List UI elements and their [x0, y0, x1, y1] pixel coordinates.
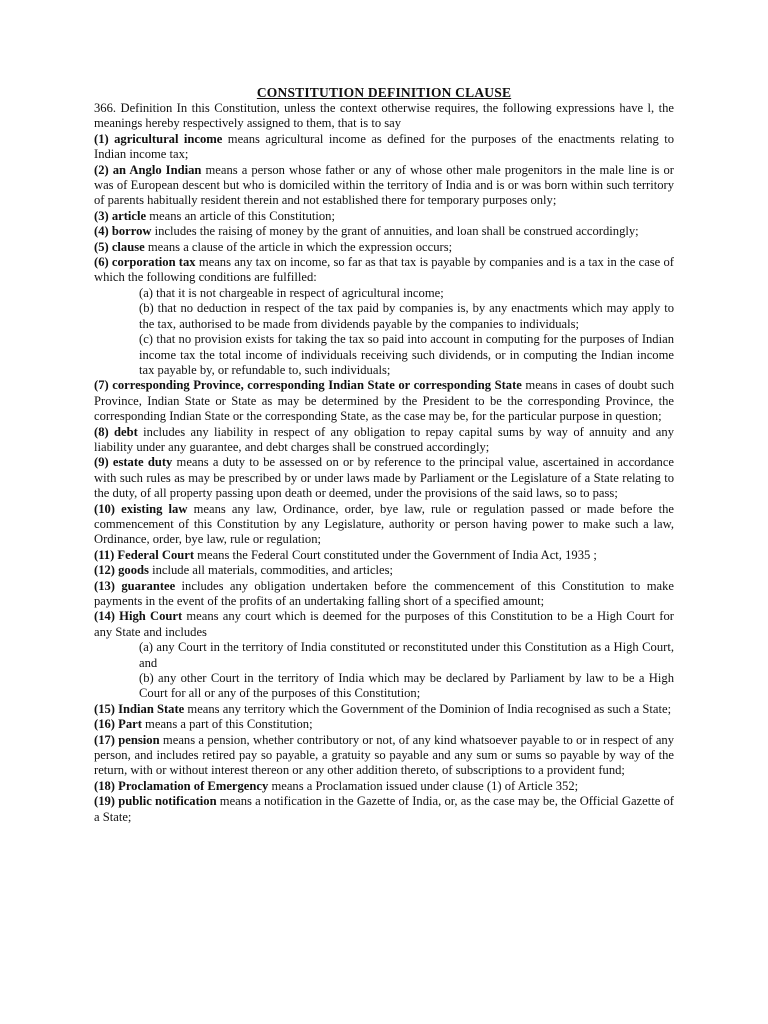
- definition-text: means agricultural income as defined for the purposes of the enactments relating to Indian income tax;: [94, 131, 675, 162]
- definition-term: (2) an Anglo Indian: [94, 162, 202, 177]
- definition-text: means a clause of the article in which the expression occurs;: [144, 239, 453, 254]
- definition-term: (15) Indian State: [94, 701, 185, 716]
- definition-item: [94, 609, 674, 640]
- definition-item: [94, 209, 674, 224]
- definition-text: means the Federal Court constituted under the Government of India Act, 1935 ;: [194, 547, 597, 562]
- definition-item: [94, 425, 674, 456]
- definition-text: means any territory which the Government of the Dominion of India recognised as such a State;: [184, 701, 672, 716]
- definition-item: [94, 255, 674, 286]
- definition-text: includes any liability in respect of any obligation to repay capital sums by way of annuity and any liability under any guarantee, and debt charges shall be construed accordingly;: [94, 424, 674, 454]
- definition-item: [94, 717, 674, 732]
- definition-term: (5) clause: [94, 239, 145, 254]
- sub-clause: (a) that it is not chargeable in respect of agricultural income;: [139, 285, 444, 300]
- definition-text: means a part of this Constitution;: [141, 717, 313, 732]
- sub-clause: (c) that no provision exists for taking the tax so paid into account in computing for the purposes of Indian income tax the total income of individuals receiving such dividends, or in computing the Indian income tax payable by, or refundable to, such individuals;: [139, 332, 674, 377]
- definition-text: means a pension, whether contributory or not, of any kind whatsoever payable to or in respect of any person, and includes retired pay so payable, a gratuity so payable and any sum or sums so payable by way of the return, with or without interest thereon or any other addition thereto, of subscriptions to a provident fund;: [94, 732, 674, 778]
- definition-item: [94, 455, 674, 501]
- definition-term: (12) goods: [94, 563, 149, 578]
- definition-text: means a notification in the Gazette of India, or, as the case may be, the Official Gazette of a State;: [94, 794, 674, 824]
- definition-term: (14) High Court: [94, 609, 183, 624]
- definition-item: [94, 794, 674, 825]
- definition-text: means a duty to be assessed on or by reference to the principal value, ascertained in accordance with such rules as may be prescribed by or under laws made by Parliament or the Legislature of a State relating to the duty, of all property passing upon death or deemed, under the provisions of the said laws, so to pass;: [94, 455, 675, 501]
- definition-text: means any court which is deemed for the purposes of this Constitution to be a High Court for any State and includes: [94, 609, 674, 639]
- definition-term: (18) Proclamation of Emergency: [94, 778, 269, 793]
- definition-term: (7) corresponding Province, corresponding Indian State or corresponding State: [94, 378, 522, 393]
- definition-item: [94, 163, 674, 209]
- definition-text: means a person whose father or any of whose other male progenitors in the male line is or was of European descent but who is domiciled within the territory of India and is or was born within such territory of parents habitually resident therein and not established there for temporary purposes only;: [94, 162, 674, 208]
- definition-item: [94, 502, 674, 548]
- definition-term: (8) debt: [94, 424, 138, 439]
- definition-text: includes the raising of money by the grant of annuities, and loan shall be construed accordingly;: [151, 224, 639, 239]
- definition-term: (13) guarantee: [94, 578, 176, 593]
- definition-term: (4) borrow: [94, 224, 152, 239]
- definition-item: [94, 224, 674, 239]
- definition-item: [94, 579, 674, 610]
- definition-term: (19) public notification: [94, 794, 217, 809]
- definition-text: includes any obligation undertaken before the commencement of this Constitution to make payments in the event of the profits of an undertaking falling short of a specified amount;: [94, 578, 674, 608]
- definition-text: include all materials, commodities, and articles;: [148, 563, 394, 578]
- definition-term: (3) article: [94, 208, 147, 223]
- definition-text: means in cases of doubt such Province, Indian State or State as may be determined by the President to be the corresponding Province, the corresponding Indian State or the corresponding State, as the case may be, for the particular purpose in question;: [94, 378, 674, 424]
- definition-item: [94, 378, 674, 424]
- definitions-list: [94, 132, 674, 825]
- definition-term: (1) agricultural income: [94, 131, 223, 146]
- definition-text: means a Proclamation issued under clause (1) of Article 352;: [268, 778, 579, 793]
- definition-text: means any tax on income, so far as that tax is payable by companies and is a tax in the case of which the following conditions are fulfilled:: [94, 255, 674, 285]
- definition-item: [94, 240, 674, 255]
- definition-item: [94, 132, 674, 163]
- definition-term: (17) pension: [94, 732, 160, 747]
- definition-term: (6) corporation tax: [94, 255, 196, 270]
- definition-item: [94, 563, 674, 578]
- definition-term: (16) Part: [94, 717, 142, 732]
- definition-term: (10) existing law: [94, 501, 188, 516]
- definition-text: means an article of this Constitution;: [146, 208, 335, 223]
- definition-term: (9) estate duty: [94, 455, 173, 470]
- page-title: CONSTITUTION DEFINITION CLAUSE: [256, 85, 512, 100]
- definition-text: means any law, Ordinance, order, bye law, rule or regulation passed or made before the commencement of this Constitution by any Legislature, authority or person having power to make such a law, Ordinance, order, bye law, rule or regulation;: [94, 501, 675, 547]
- sub-clause: (b) that no deduction in respect of the tax paid by companies is, by any enactments which may apply to the tax, authorised to be made from dividends payable by the companies to individuals;: [139, 301, 674, 331]
- definition-item: [94, 548, 674, 563]
- definition-item: [94, 779, 674, 794]
- definition-item: [94, 733, 674, 779]
- sub-clause: (b) any other Court in the territory of India which may be declared by Parliament by law to be a High Court for all or any of the purposes of this Constitution;: [139, 671, 674, 701]
- definition-item: [94, 702, 674, 717]
- definition-term: (11) Federal Court: [94, 547, 195, 562]
- intro-paragraph: 366. Definition In this Constitution, unless the context otherwise requires, the following expressions have l, the meanings hereby respectively assigned to them, that is to say: [94, 101, 674, 131]
- sub-clause: (a) any Court in the territory of India constituted or reconstituted under this Constitution as a High Court, and: [139, 640, 674, 670]
